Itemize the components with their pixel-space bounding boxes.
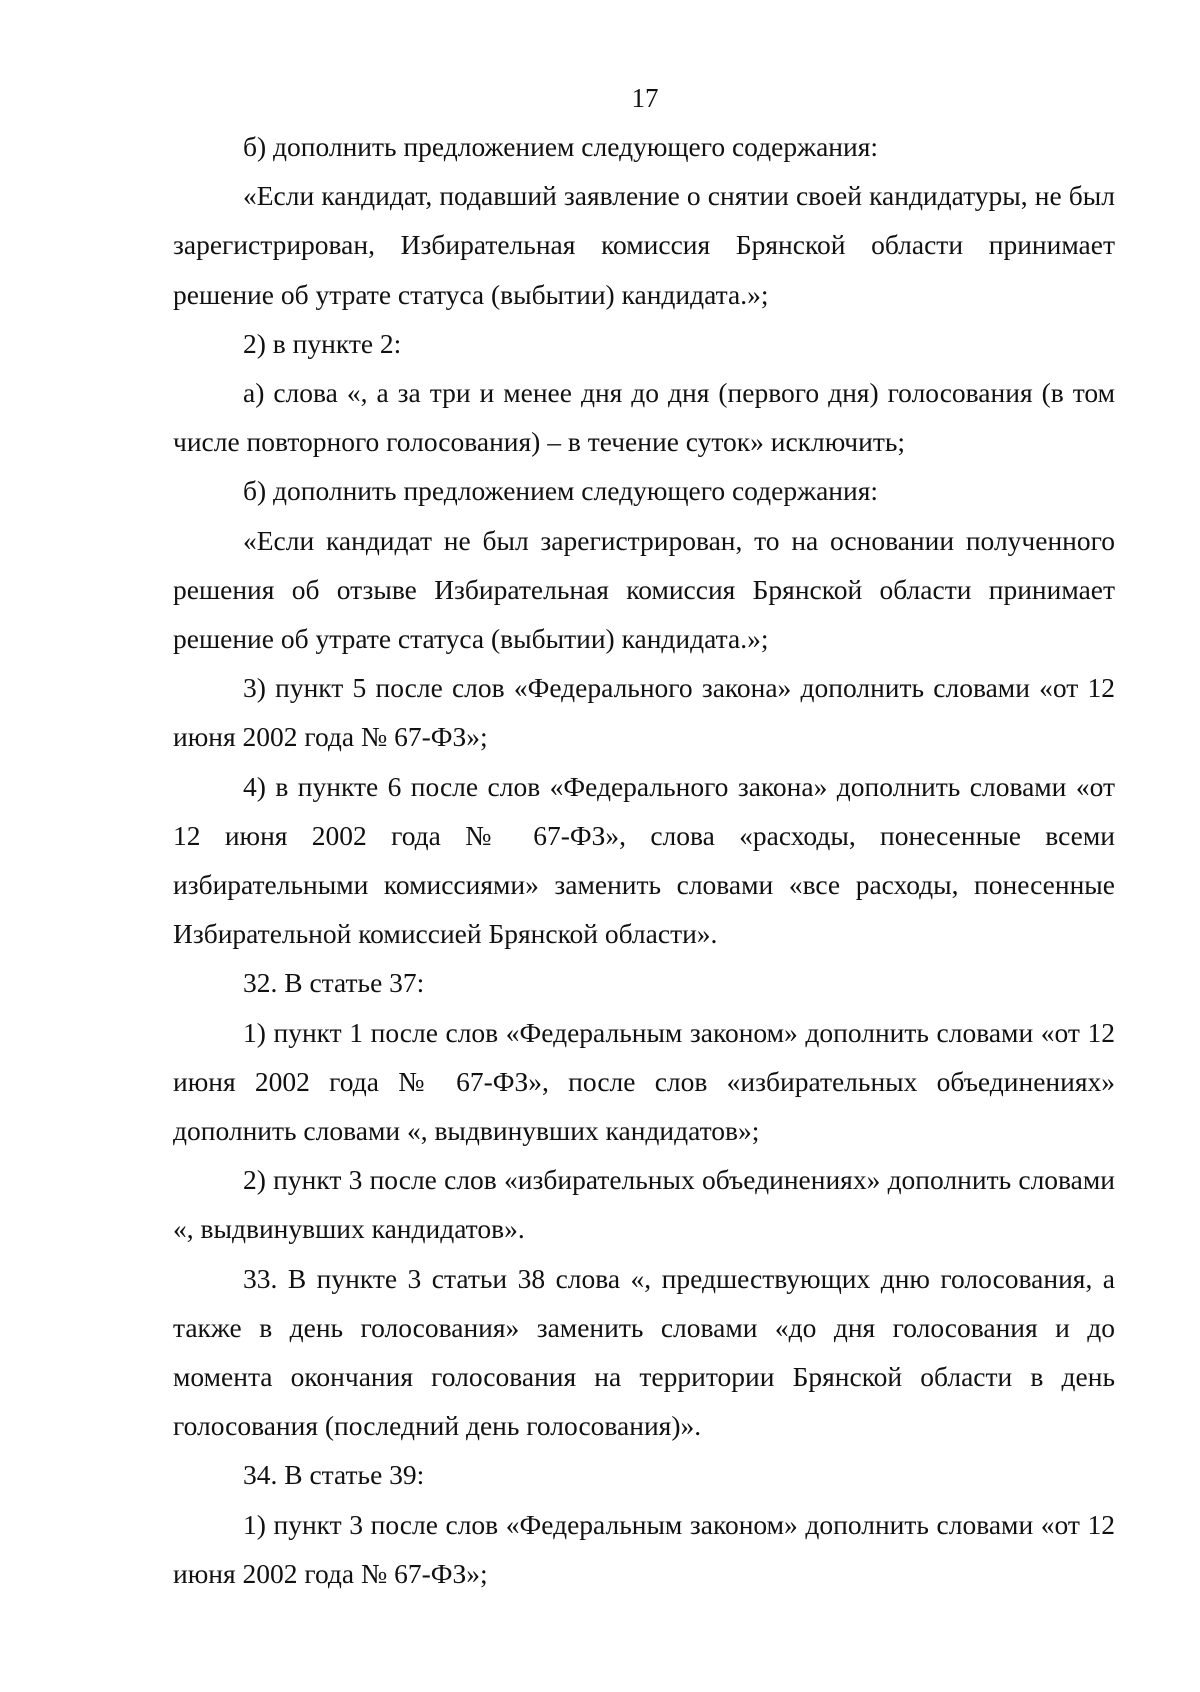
paragraph: 32. В статье 37: <box>243 967 425 999</box>
page-number: 17 <box>631 83 659 113</box>
paragraph: 4) в пункте 6 после слов «Федерального закона» дополнить словами «от 12 июня 2002 года № 67-ФЗ», слова «расходы, понесенные всеми избирательными комиссиями» заменить словами «все расходы, понесенные Избирательной комиссией Брянской области». <box>173 770 1115 950</box>
paragraph: 33. В пункте 3 статьи 38 слова «, предшествующих дню голосования, а также в день голосования» заменить словами «до дня голосования и до момента окончания голосования на территории Брянской области в день голосования (последний день голосования)». <box>173 1262 1115 1442</box>
paragraph: «Если кандидат не был зарегистрирован, то на основании полученного решения об отзыве Избирательная комиссия Брянской области принимает решение об утрате статуса (выбытии) кандидата.»; <box>173 524 1115 655</box>
paragraph: б) дополнить предложением следующего содержания: <box>243 475 879 507</box>
document-body <box>173 122 1115 1598</box>
paragraph: а) слова «, а за три и менее дня до дня (первого дня) голосования (в том числе повторного голосования) – в течение суток» исключить; <box>173 377 1115 458</box>
paragraph: б) дополнить предложением следующего содержания: <box>243 131 879 162</box>
paragraph: «Если кандидат, подавший заявление о снятии своей кандидатуры, не был зарегистрирован, Избирательная комиссия Брянской области принимает решение об утрате статуса (выбытии) кандидата.»; <box>173 180 1115 310</box>
paragraph: 2) в пункте 2: <box>243 327 402 359</box>
paragraph: 1) пункт 1 после слов «Федеральным законом» дополнить словами «от 12 июня 2002 года № 67-ФЗ», после слов «избирательных объединениях» дополнить словами «, выдвинувших кандидатов»; <box>173 1016 1115 1147</box>
paragraph: 1) пункт 3 после слов «Федеральным законом» дополнить словами «от 12 июня 2002 года № 67-ФЗ»; <box>173 1508 1115 1589</box>
paragraph: 34. В статье 39: <box>243 1459 425 1491</box>
paragraph: 3) пункт 5 после слов «Федерального закона» дополнить словами «от 12 июня 2002 года № 67-ФЗ»; <box>173 672 1115 753</box>
paragraph: 2) пункт 3 после слов «избирательных объединениях» дополнить словами «, выдвинувших кандидатов». <box>173 1164 1115 1245</box>
